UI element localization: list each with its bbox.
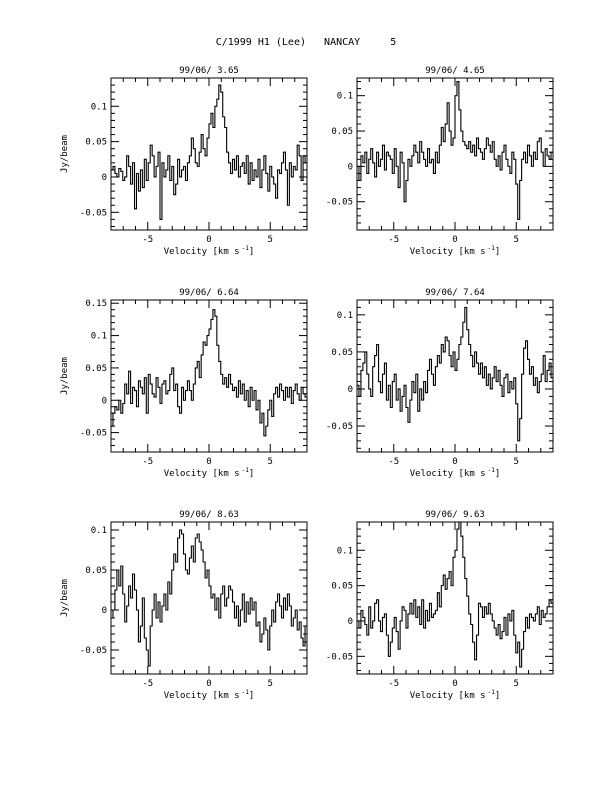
y-tick-label: 0.05 [85,137,107,148]
y-tick-label: 0 [347,616,353,627]
spectrum-series [357,522,553,667]
x-tick-label: 5 [513,457,519,467]
y-tick-label: 0 [347,162,353,173]
spectrum-series [111,85,307,219]
x-tick-label: 0 [452,235,458,245]
x-axis-label-text: Velocity [km s [163,247,240,257]
chart-panel-6 [326,510,553,701]
spectrum-series [357,82,553,220]
y-tick-label: 0.05 [85,363,107,374]
panel-title: 99/06/ 7.64 [425,288,485,298]
x-axis-label [164,467,255,479]
x-axis-label-text: Velocity [km s [409,691,486,701]
y-axis-label: Jy/beam [60,579,70,617]
x-tick-label: 0 [206,457,212,467]
x-axis-label [410,467,501,479]
x-axis-label-close: ] [248,469,255,479]
spectrum-series [357,307,553,440]
x-tick-label: -5 [388,679,400,689]
x-tick-label: -5 [142,457,154,467]
x-tick-label: 5 [267,457,273,467]
panel-title: 99/06/ 3.65 [179,66,239,76]
y-tick-label: 0 [101,396,107,407]
y-axis-label: Jy/beam [60,135,70,173]
y-tick-label: 0.05 [331,581,353,592]
x-axis-label-close: ] [494,247,501,257]
page-title: C/1999 H1 (Lee) NANCAY 5 [215,37,397,48]
y-tick-label: 0.1 [336,310,353,321]
y-tick-label: 0 [101,172,107,183]
y-tick-label: 0.05 [331,127,353,138]
x-axis-label [164,245,255,257]
y-tick-label: 0.15 [85,299,107,310]
x-axis-label-text: Velocity [km s [163,691,240,701]
x-axis-label-exponent: -1 [241,245,249,252]
plot-frame [111,78,307,230]
y-tick-label: 0.1 [336,546,353,557]
x-tick-label: 5 [267,235,273,245]
x-axis-label-close: ] [494,469,501,479]
y-tick-label: -0.05 [79,646,107,656]
x-axis-label [410,245,501,257]
x-tick-label: 5 [267,679,273,689]
y-tick-label: 0 [347,384,353,395]
x-axis-label-exponent: -1 [487,689,495,696]
x-axis-label-exponent: -1 [487,245,495,252]
panel-title: 99/06/ 6.64 [179,288,239,298]
x-axis-label-exponent: -1 [241,689,249,696]
x-tick-label: -5 [142,235,154,245]
y-tick-label: 0.05 [85,566,107,576]
y-axis-label: Jy/beam [60,357,70,395]
y-tick-label: -0.05 [79,428,107,439]
panel-title: 99/06/ 4.65 [425,66,485,76]
y-tick-label: -0.05 [325,422,353,433]
chart-panel-1 [60,66,307,257]
y-tick-label: 0.1 [90,102,107,113]
x-tick-label: 0 [452,679,458,689]
y-tick-label: -0.05 [325,652,353,663]
x-axis-label-text: Velocity [km s [409,247,486,257]
x-tick-label: 5 [513,679,519,689]
chart-panel-2 [326,66,553,257]
panel-title: 99/06/ 8.63 [179,510,239,520]
panel-title: 99/06/ 9.63 [425,510,485,520]
y-tick-label: 0.1 [90,331,107,342]
x-axis-label-close: ] [248,691,255,701]
chart-panel-4 [326,288,553,479]
y-tick-label: 0.1 [336,91,353,102]
x-tick-label: -5 [142,679,154,689]
plot-frame [111,300,307,452]
chart-panel-3 [60,288,307,479]
y-tick-label: 0.1 [90,526,107,536]
x-axis-label-exponent: -1 [241,467,249,474]
x-tick-label: -5 [388,457,400,467]
spectrum-series [111,310,307,436]
y-tick-label: 0.05 [331,347,353,358]
x-axis-label-text: Velocity [km s [163,469,240,479]
x-axis-label-close: ] [248,247,255,257]
x-axis-label-text: Velocity [km s [409,469,486,479]
y-tick-label: -0.05 [325,197,353,208]
y-tick-label: 0 [101,606,107,616]
x-tick-label: 5 [513,235,519,245]
x-tick-label: 0 [206,235,212,245]
x-tick-label: 0 [206,679,212,689]
plot-frame [357,522,553,674]
x-tick-label: -5 [388,235,400,245]
chart-panel-5 [60,510,307,701]
x-axis-label [410,689,501,701]
spectrum-series [111,530,307,666]
y-tick-label: -0.05 [79,208,107,219]
x-axis-label [164,689,255,701]
x-axis-label-close: ] [494,691,501,701]
x-axis-label-exponent: -1 [487,467,495,474]
x-tick-label: 0 [452,457,458,467]
